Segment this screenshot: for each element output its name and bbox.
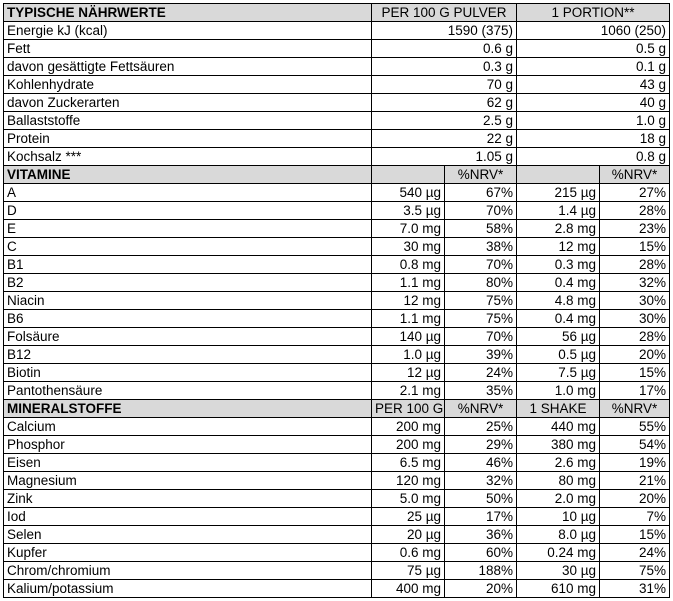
nutrient-portion: 0.8 g: [517, 148, 670, 166]
minerals-per-100g: 200 mg: [372, 418, 445, 436]
vitamins-per-100g: 1.1 mg: [372, 310, 445, 328]
minerals-per-100g-header: PER 100 G: [372, 400, 445, 418]
vitamins-nrv-100g: 70%: [445, 256, 517, 274]
vitamins-portion: 56 µg: [517, 328, 600, 346]
minerals-label: Kupfer: [4, 544, 372, 562]
nutrient-per-100g: 0.6 g: [372, 40, 517, 58]
vitamins-nrv-100g: 58%: [445, 220, 517, 238]
vitamins-label: B6: [4, 310, 372, 328]
vitamins-label: C: [4, 238, 372, 256]
vitamins-label: B1: [4, 256, 372, 274]
minerals-nrv-portion: 7%: [600, 508, 670, 526]
minerals-nrv-100g: 32%: [445, 472, 517, 490]
vitamins-per-100g: 0.8 mg: [372, 256, 445, 274]
vitamins-label: Folsäure: [4, 328, 372, 346]
vitamins-row: [4, 220, 670, 238]
minerals-nrv-portion: 55%: [600, 418, 670, 436]
nutrient-row: [4, 76, 670, 94]
minerals-per-100g: 0.6 mg: [372, 544, 445, 562]
vitamins-nrv-portion: 15%: [600, 238, 670, 256]
vitamins-row: [4, 202, 670, 220]
minerals-nrv-100g: 60%: [445, 544, 517, 562]
vitamins-row: [4, 382, 670, 400]
energy-per-100g: 1590 (375): [372, 22, 517, 40]
minerals-label: Selen: [4, 526, 372, 544]
minerals-nrv-portion: 19%: [600, 454, 670, 472]
minerals-portion: 8.0 µg: [517, 526, 600, 544]
vitamins-label: Biotin: [4, 364, 372, 382]
nutrient-portion: 43 g: [517, 76, 670, 94]
vitamins-nrv-portion: 20%: [600, 346, 670, 364]
energy-row: [4, 22, 670, 40]
minerals-row: [4, 562, 670, 580]
minerals-portion: 10 µg: [517, 508, 600, 526]
nutrition-table-body: [4, 4, 670, 598]
minerals-portion: 30 µg: [517, 562, 600, 580]
vitamins-per-100g: 7.0 mg: [372, 220, 445, 238]
vitamins-label: E: [4, 220, 372, 238]
vitamins-row: [4, 256, 670, 274]
minerals-nrv-portion: 75%: [600, 562, 670, 580]
nutrient-label: Kochsalz ***: [4, 148, 372, 166]
vitamins-nrv-100g: 70%: [445, 328, 517, 346]
vitamins-nrv-portion: 27%: [600, 184, 670, 202]
nutrient-per-100g: 62 g: [372, 94, 517, 112]
minerals-row: [4, 526, 670, 544]
vitamins-row: [4, 238, 670, 256]
vitamins-portion: 0.4 mg: [517, 310, 600, 328]
minerals-nrv-100g: 20%: [445, 580, 517, 598]
minerals-header-row: [4, 400, 670, 418]
vitamins-nrv-portion: 17%: [600, 382, 670, 400]
vitamins-row: [4, 274, 670, 292]
vitamins-nrv-portion: 28%: [600, 328, 670, 346]
minerals-portion: 440 mg: [517, 418, 600, 436]
minerals-row: [4, 472, 670, 490]
minerals-per-100g: 120 mg: [372, 472, 445, 490]
vitamins-row: [4, 292, 670, 310]
nutrition-table: [3, 3, 670, 598]
vitamins-nrv-100g: 67%: [445, 184, 517, 202]
table-title: TYPISCHE NÄHRWERTE: [4, 4, 372, 22]
vitamins-portion: 1.4 µg: [517, 202, 600, 220]
vitamins-nrv-portion: 23%: [600, 220, 670, 238]
vitamins-nrv-100g: 80%: [445, 274, 517, 292]
minerals-row: [4, 454, 670, 472]
minerals-nrv-100g: 29%: [445, 436, 517, 454]
vitamins-row: [4, 328, 670, 346]
minerals-label: Phosphor: [4, 436, 372, 454]
minerals-nrv-100g: 50%: [445, 490, 517, 508]
nutrient-row: [4, 130, 670, 148]
minerals-portion: 2.0 mg: [517, 490, 600, 508]
minerals-label: Magnesium: [4, 472, 372, 490]
nutrient-label: Fett: [4, 40, 372, 58]
nutrient-portion: 0.5 g: [517, 40, 670, 58]
vitamins-header-empty: [517, 166, 600, 184]
nutrient-per-100g: 0.3 g: [372, 58, 517, 76]
nutrient-label: davon Zuckerarten: [4, 94, 372, 112]
minerals-nrv-100g: 188%: [445, 562, 517, 580]
vitamins-portion: 12 mg: [517, 238, 600, 256]
vitamins-portion: 2.8 mg: [517, 220, 600, 238]
vitamins-portion: 0.5 µg: [517, 346, 600, 364]
vitamins-nrv-100g: 38%: [445, 238, 517, 256]
nutrient-portion: 40 g: [517, 94, 670, 112]
nutrient-per-100g: 2.5 g: [372, 112, 517, 130]
vitamins-header-empty: [372, 166, 445, 184]
minerals-row: [4, 436, 670, 454]
minerals-nrv-portion: 54%: [600, 436, 670, 454]
vitamins-per-100g: 1.1 mg: [372, 274, 445, 292]
vitamins-label: B12: [4, 346, 372, 364]
vitamins-nrv-100g: 75%: [445, 310, 517, 328]
minerals-nrv-portion: 21%: [600, 472, 670, 490]
minerals-portion: 380 mg: [517, 436, 600, 454]
vitamins-nrv-100g: 39%: [445, 346, 517, 364]
nutrient-row: [4, 148, 670, 166]
energy-portion: 1060 (250): [517, 22, 670, 40]
vitamins-per-100g: 30 mg: [372, 238, 445, 256]
nutrient-portion: 1.0 g: [517, 112, 670, 130]
vitamins-label: Niacin: [4, 292, 372, 310]
minerals-nrv-100g: 25%: [445, 418, 517, 436]
vitamins-per-100g: 540 µg: [372, 184, 445, 202]
minerals-per-100g: 75 µg: [372, 562, 445, 580]
minerals-row: [4, 580, 670, 598]
minerals-nrv-portion: 15%: [600, 526, 670, 544]
minerals-label: Iod: [4, 508, 372, 526]
minerals-label: Chrom/chromium: [4, 562, 372, 580]
vitamins-nrv-portion: 30%: [600, 292, 670, 310]
vitamins-label: A: [4, 184, 372, 202]
minerals-title: MINERALSTOFFE: [4, 400, 372, 418]
vitamins-row: [4, 364, 670, 382]
nutrient-row: [4, 58, 670, 76]
minerals-nrv-header: %NRV*: [600, 400, 670, 418]
minerals-nrv-portion: 20%: [600, 490, 670, 508]
header-row: [4, 4, 670, 22]
minerals-label: Calcium: [4, 418, 372, 436]
minerals-portion: 80 mg: [517, 472, 600, 490]
vitamins-nrv-portion: 30%: [600, 310, 670, 328]
minerals-nrv-header: %NRV*: [445, 400, 517, 418]
vitamins-nrv-portion: 15%: [600, 364, 670, 382]
minerals-row: [4, 508, 670, 526]
nutrient-row: [4, 112, 670, 130]
nutrient-per-100g: 22 g: [372, 130, 517, 148]
minerals-label: Zink: [4, 490, 372, 508]
vitamins-nrv-portion: 28%: [600, 202, 670, 220]
vitamins-nrv-100g: 24%: [445, 364, 517, 382]
nutrient-row: [4, 40, 670, 58]
minerals-portion: 0.24 mg: [517, 544, 600, 562]
vitamins-portion: 0.4 mg: [517, 274, 600, 292]
vitamins-per-100g: 12 mg: [372, 292, 445, 310]
nutrient-label: Ballaststoffe: [4, 112, 372, 130]
minerals-per-100g: 400 mg: [372, 580, 445, 598]
vitamins-portion: 7.5 µg: [517, 364, 600, 382]
minerals-portion: 610 mg: [517, 580, 600, 598]
minerals-per-100g: 25 µg: [372, 508, 445, 526]
vitamins-row: [4, 346, 670, 364]
energy-label: Energie kJ (kcal): [4, 22, 372, 40]
header-per-100g: PER 100 G PULVER: [372, 4, 517, 22]
vitamins-per-100g: 12 µg: [372, 364, 445, 382]
minerals-label: Eisen: [4, 454, 372, 472]
nutrient-per-100g: 70 g: [372, 76, 517, 94]
vitamins-title: VITAMINE: [4, 166, 372, 184]
minerals-per-100g: 6.5 mg: [372, 454, 445, 472]
minerals-row: [4, 490, 670, 508]
vitamins-nrv-100g: 75%: [445, 292, 517, 310]
minerals-label: Kalium/potassium: [4, 580, 372, 598]
minerals-per-100g: 20 µg: [372, 526, 445, 544]
vitamins-per-100g: 1.0 µg: [372, 346, 445, 364]
vitamins-row: [4, 310, 670, 328]
nutrient-label: Protein: [4, 130, 372, 148]
minerals-nrv-portion: 31%: [600, 580, 670, 598]
vitamins-portion: 0.3 mg: [517, 256, 600, 274]
vitamins-label: D: [4, 202, 372, 220]
minerals-nrv-100g: 36%: [445, 526, 517, 544]
header-portion: 1 PORTION**: [517, 4, 670, 22]
minerals-portion: 2.6 mg: [517, 454, 600, 472]
vitamins-label: Pantothensäure: [4, 382, 372, 400]
vitamins-nrv-portion: 28%: [600, 256, 670, 274]
minerals-per-100g: 200 mg: [372, 436, 445, 454]
vitamins-label: B2: [4, 274, 372, 292]
vitamins-portion: 4.8 mg: [517, 292, 600, 310]
vitamins-nrv-100g: 70%: [445, 202, 517, 220]
vitamins-nrv-100g: 35%: [445, 382, 517, 400]
vitamins-per-100g: 3.5 µg: [372, 202, 445, 220]
vitamins-per-100g: 2.1 mg: [372, 382, 445, 400]
minerals-row: [4, 544, 670, 562]
vitamins-nrv-header: %NRV*: [600, 166, 670, 184]
vitamins-nrv-portion: 32%: [600, 274, 670, 292]
nutrient-portion: 18 g: [517, 130, 670, 148]
minerals-nrv-100g: 17%: [445, 508, 517, 526]
nutrient-portion: 0.1 g: [517, 58, 670, 76]
minerals-nrv-100g: 46%: [445, 454, 517, 472]
vitamins-header-row: [4, 166, 670, 184]
nutrient-per-100g: 1.05 g: [372, 148, 517, 166]
vitamins-per-100g: 140 µg: [372, 328, 445, 346]
minerals-row: [4, 418, 670, 436]
nutrient-label: davon gesättigte Fettsäuren: [4, 58, 372, 76]
vitamins-nrv-header: %NRV*: [445, 166, 517, 184]
minerals-shake-header: 1 SHAKE: [517, 400, 600, 418]
nutrient-label: Kohlenhydrate: [4, 76, 372, 94]
minerals-nrv-portion: 24%: [600, 544, 670, 562]
vitamins-portion: 215 µg: [517, 184, 600, 202]
vitamins-portion: 1.0 mg: [517, 382, 600, 400]
minerals-per-100g: 5.0 mg: [372, 490, 445, 508]
nutrient-row: [4, 94, 670, 112]
vitamins-row: [4, 184, 670, 202]
